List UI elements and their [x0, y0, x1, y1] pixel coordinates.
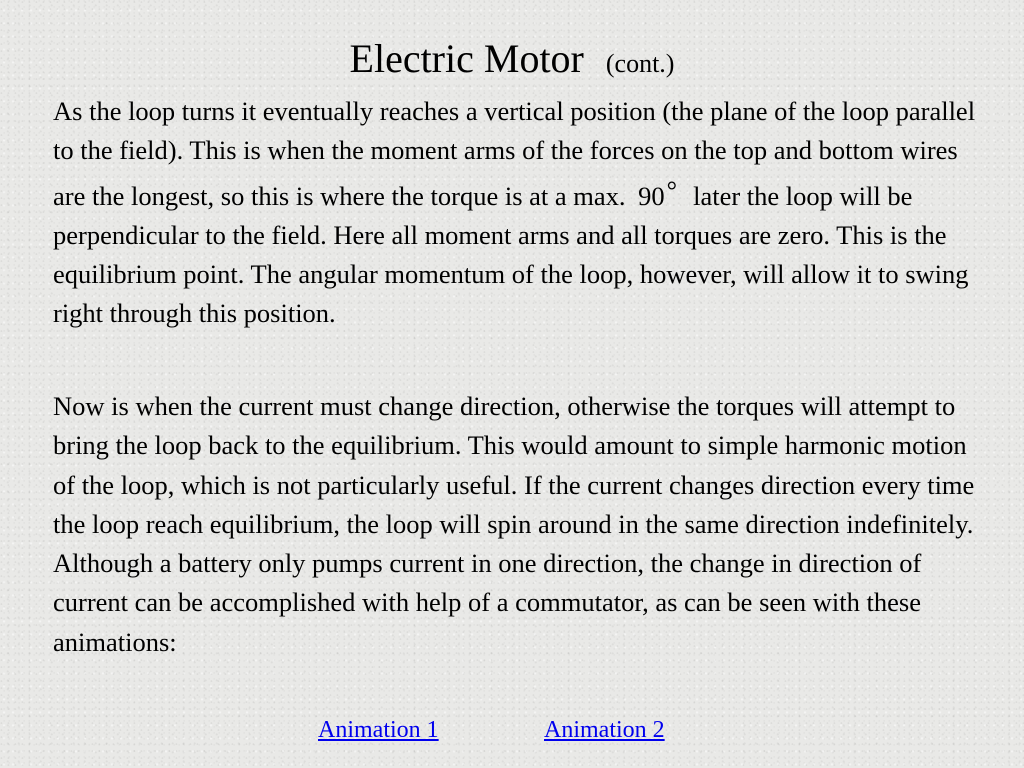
animation-1-link[interactable]: Animation 1: [318, 717, 439, 743]
title-cont: (cont.): [605, 49, 675, 78]
angle-number: 90: [638, 180, 665, 211]
degree-symbol: °: [666, 175, 678, 205]
title-main: Electric Motor: [349, 36, 584, 81]
slide-title: [0, 34, 1024, 93]
paragraph-1-part-2: later the loop will be perpendicular to the field. Here all moment arms and all torques are zero. This is the equilibrium point. The angular momentum of the loop, however, will allow it to swing right through this position.: [53, 180, 969, 329]
paragraph-1-part-1: As the loop turns it eventually reaches a vertical position (the plane of the loop parallel to the field). This is when the moment arms of the forces on the top and bottom wires are the longest, so this is where the torque is at a max.: [53, 96, 976, 211]
paragraph-current-direction: Now is when the current must change direction, otherwise the torques will attempt to bring the loop back to the equilibrium. This would amount to simple harmonic motion of the loop, which is not particularly useful. If the current changes direction every time the loop reach equilibrium, the loop will spin around in the same direction indefinitely. Although a battery only pumps current in one direction, the change in direction of current can be accomplished with help of a commutator, as can be seen with these animations:: [53, 391, 975, 657]
animation-2-link[interactable]: Animation 2: [544, 717, 665, 743]
paragraph-loop-rotation: [53, 92, 988, 334]
angle-value: [638, 171, 693, 216]
